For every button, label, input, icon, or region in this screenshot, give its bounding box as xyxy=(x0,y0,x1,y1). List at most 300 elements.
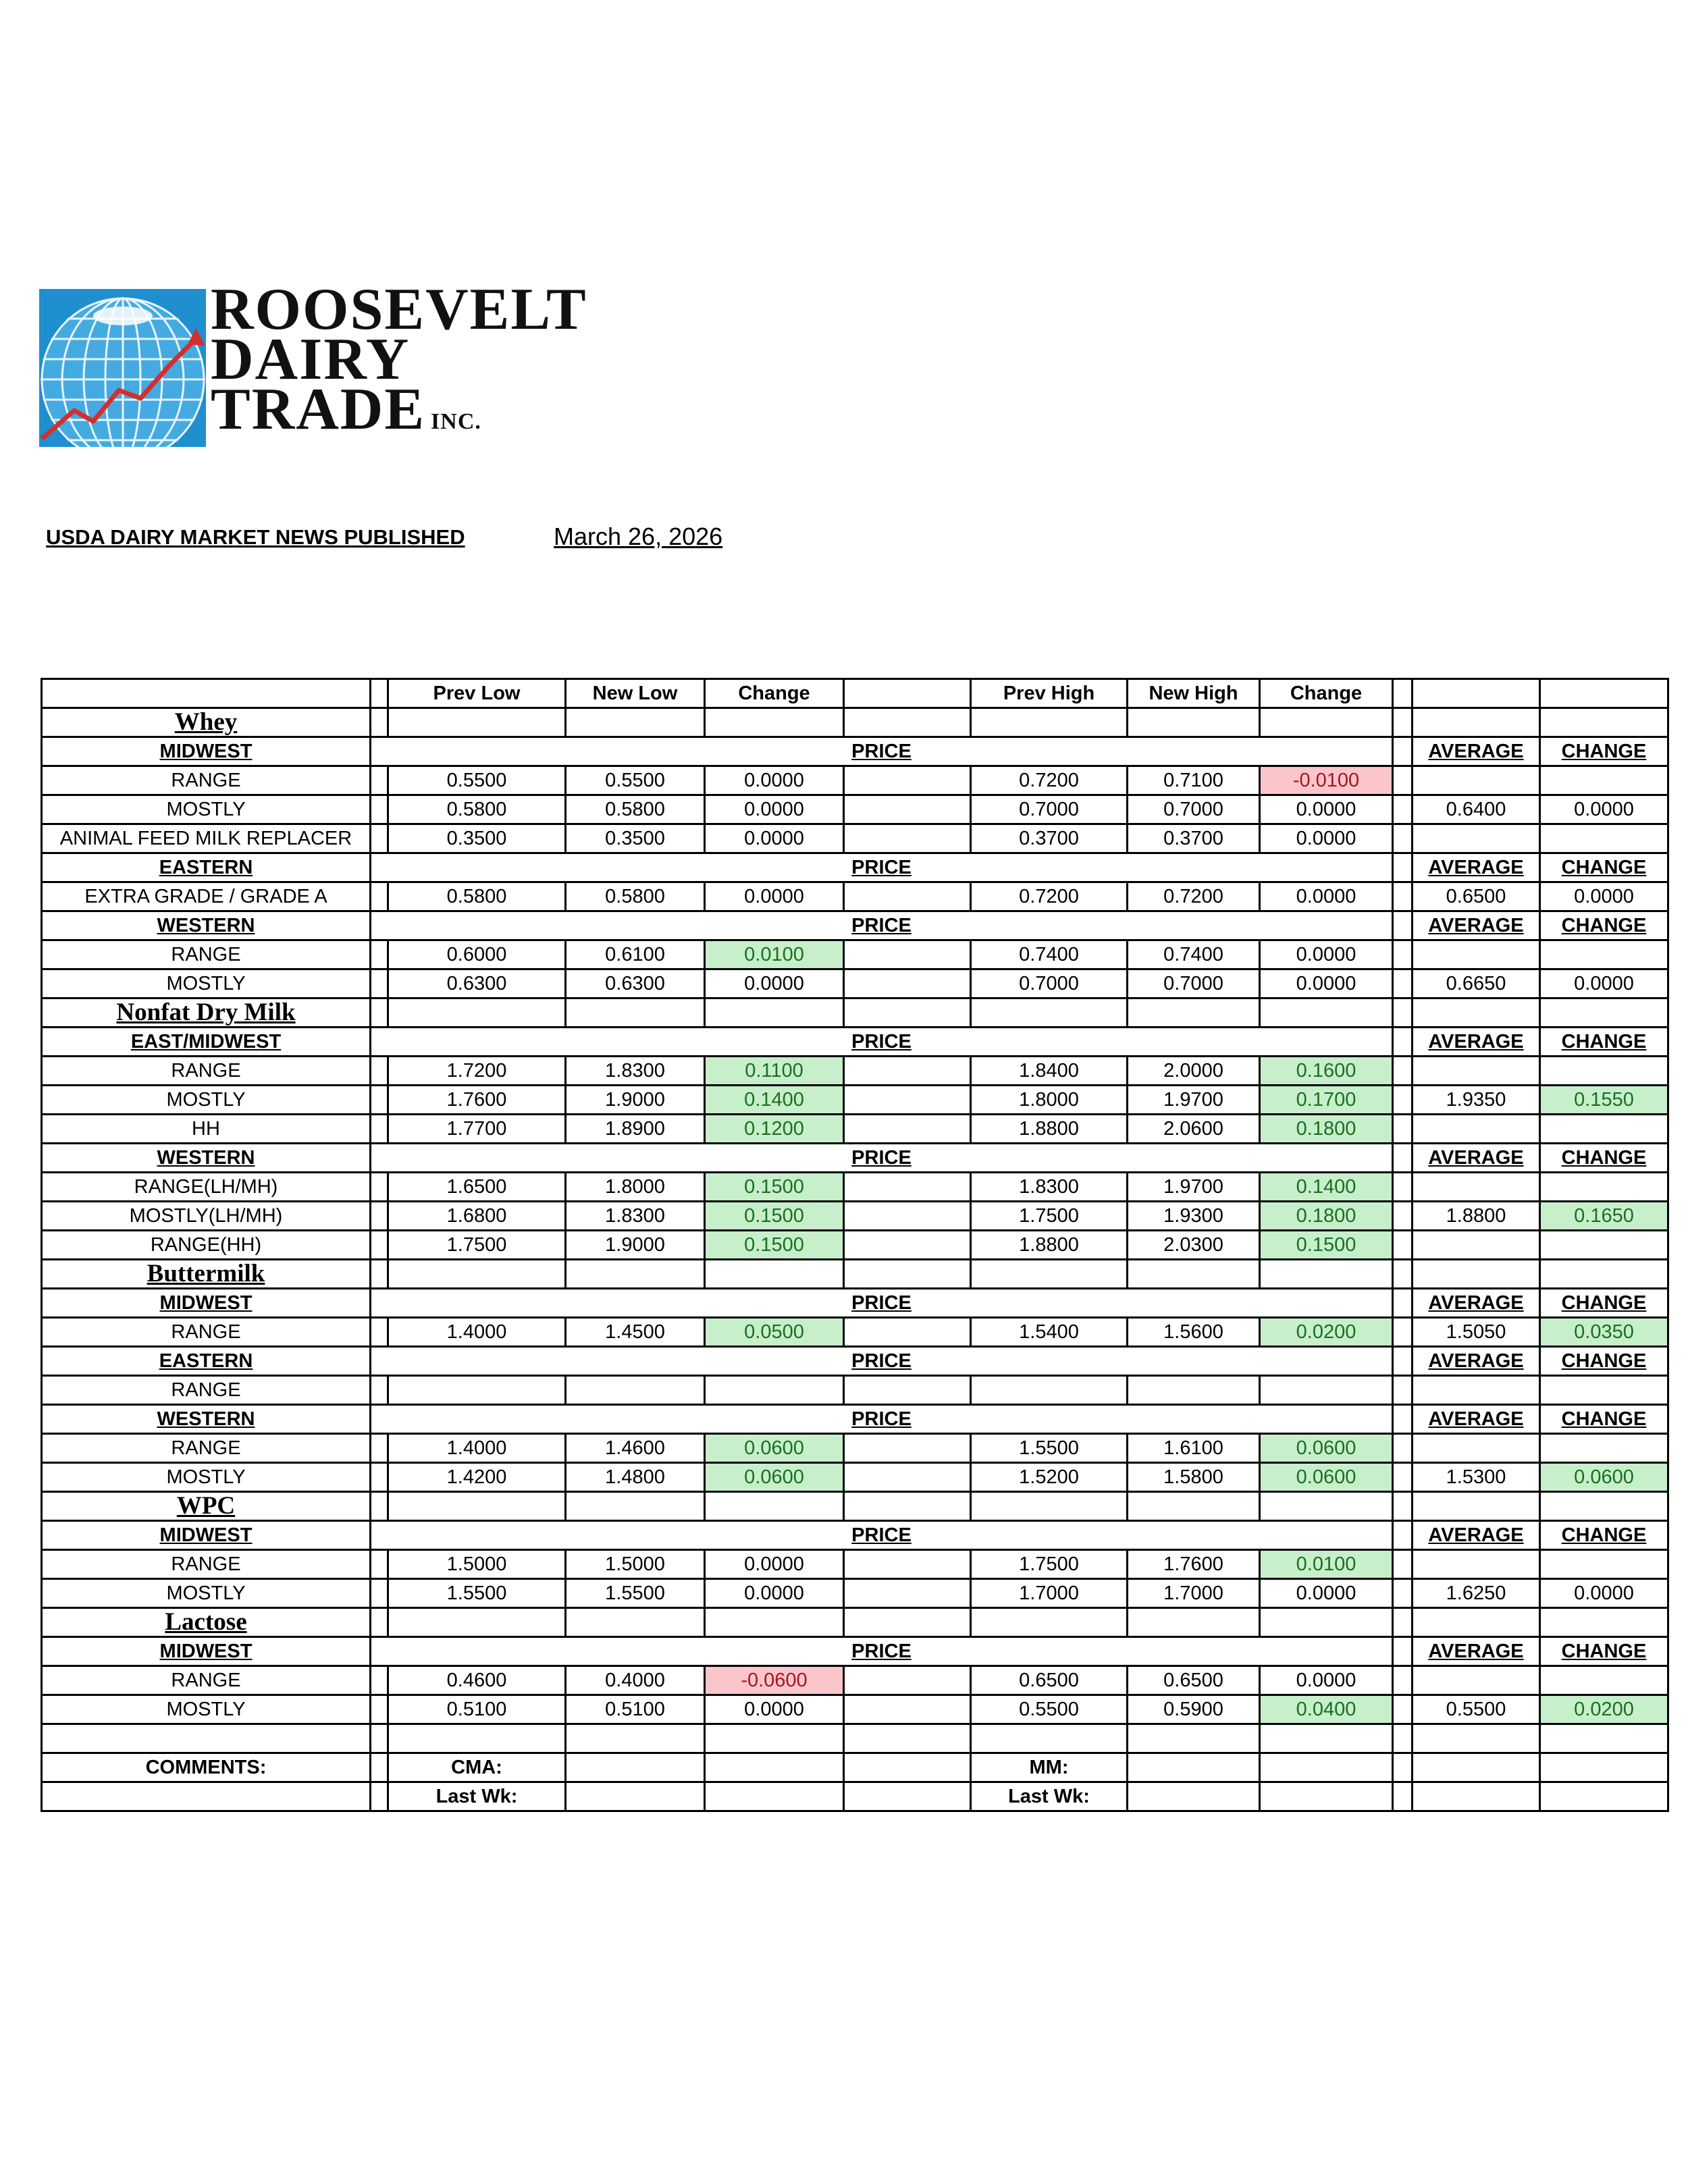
blank-cell xyxy=(371,1724,388,1753)
row-label: RANGE xyxy=(42,940,371,969)
blank-cell xyxy=(844,1086,971,1115)
prev-high-cell: 1.8300 xyxy=(971,1173,1128,1202)
average-change-cell xyxy=(1540,1550,1668,1579)
new-low-cell: 1.8000 xyxy=(566,1173,705,1202)
spacer-cell xyxy=(1393,1434,1413,1463)
average-change-cell: 0.0350 xyxy=(1540,1318,1668,1347)
blank-cell xyxy=(1260,1724,1393,1753)
new-high-cell xyxy=(1128,1376,1260,1405)
blank-cell xyxy=(42,1782,371,1811)
average-change-cell xyxy=(1540,1231,1668,1260)
col-new-high: New High xyxy=(1128,679,1260,708)
row-label: MOSTLY xyxy=(42,969,371,998)
region-name: EASTERN xyxy=(42,1347,371,1376)
new-low-cell: 0.3500 xyxy=(566,824,705,853)
blank-cell xyxy=(1540,1608,1668,1637)
blank-cell xyxy=(705,708,844,737)
change-high-cell: 0.1400 xyxy=(1260,1173,1393,1202)
blank-cell xyxy=(705,1782,844,1811)
row-label: RANGE xyxy=(42,1666,371,1695)
new-high-cell: 1.9700 xyxy=(1128,1086,1260,1115)
blank-cell xyxy=(705,1724,844,1753)
region-header-row xyxy=(42,1347,1668,1376)
average-change-cell xyxy=(1540,1115,1668,1144)
spacer-cell xyxy=(1393,1376,1413,1405)
average-heading: AVERAGE xyxy=(1413,1347,1540,1376)
change-low-cell: 0.1400 xyxy=(705,1086,844,1115)
new-low-cell: 1.4800 xyxy=(566,1463,705,1492)
region-name: EAST/MIDWEST xyxy=(42,1028,371,1057)
price-heading: PRICE xyxy=(371,1289,1393,1318)
row-label: MOSTLY xyxy=(42,1695,371,1724)
region-name: MIDWEST xyxy=(42,1521,371,1550)
report-date: March 26, 2026 xyxy=(554,523,723,550)
spacer-cell xyxy=(371,795,388,824)
logo-text-trade: TRADE INC. xyxy=(211,377,481,442)
change-low-cell: 0.1200 xyxy=(705,1115,844,1144)
blank-cell xyxy=(844,1057,971,1086)
blank-cell xyxy=(388,998,566,1028)
region-name: MIDWEST xyxy=(42,737,371,766)
data-row xyxy=(42,1057,1668,1086)
blank-cell xyxy=(705,1260,844,1289)
blank-cell xyxy=(705,1608,844,1637)
change-low-cell: 0.1100 xyxy=(705,1057,844,1086)
prev-high-cell: 1.8800 xyxy=(971,1115,1128,1144)
region-header-row xyxy=(42,853,1668,882)
change-high-cell: 0.0000 xyxy=(1260,795,1393,824)
average-cell xyxy=(1413,1434,1540,1463)
change-high-cell: 0.1500 xyxy=(1260,1231,1393,1260)
change-low-cell xyxy=(705,1376,844,1405)
blank-cell xyxy=(1260,998,1393,1028)
change-heading: CHANGE xyxy=(1540,1289,1668,1318)
blank-cell xyxy=(1413,998,1540,1028)
blank-cell xyxy=(705,1492,844,1521)
change-low-cell: 0.0000 xyxy=(705,824,844,853)
product-row xyxy=(42,998,1668,1028)
new-low-cell: 0.6100 xyxy=(566,940,705,969)
spacer-cell xyxy=(371,1579,388,1608)
spacer-cell xyxy=(371,1463,388,1492)
price-heading: PRICE xyxy=(371,737,1393,766)
blank-cell xyxy=(844,1173,971,1202)
spacer-cell xyxy=(1393,1028,1413,1057)
new-high-cell: 0.3700 xyxy=(1128,824,1260,853)
blank-cell xyxy=(1260,1608,1393,1637)
col-new-low: New Low xyxy=(566,679,705,708)
new-low-cell: 0.5500 xyxy=(566,766,705,795)
product-row xyxy=(42,1608,1668,1637)
average-change-cell: 0.1650 xyxy=(1540,1202,1668,1231)
blank-cell xyxy=(971,998,1128,1028)
new-high-cell: 1.5600 xyxy=(1128,1318,1260,1347)
spacer-cell xyxy=(1393,1202,1413,1231)
new-high-cell: 0.7000 xyxy=(1128,795,1260,824)
data-row xyxy=(42,824,1668,853)
change-heading: CHANGE xyxy=(1540,911,1668,940)
average-change-cell: 0.0000 xyxy=(1540,969,1668,998)
blank-cell xyxy=(844,1202,971,1231)
change-high-cell: 0.0600 xyxy=(1260,1463,1393,1492)
cma-last-week-label: Last Wk: xyxy=(388,1782,566,1811)
blank-cell xyxy=(844,882,971,911)
blank-cell xyxy=(844,1782,971,1811)
spacer-cell xyxy=(1393,940,1413,969)
prev-high-cell: 0.5500 xyxy=(971,1695,1128,1724)
prev-high-cell: 1.7500 xyxy=(971,1550,1128,1579)
spacer-cell xyxy=(1393,882,1413,911)
row-label: RANGE(LH/MH) xyxy=(42,1173,371,1202)
blank-cell xyxy=(1393,1608,1413,1637)
spacer-cell xyxy=(1393,1550,1413,1579)
column-header-row xyxy=(42,679,1668,708)
prev-high-cell: 1.8000 xyxy=(971,1086,1128,1115)
average-heading: AVERAGE xyxy=(1413,1637,1540,1666)
blank-cell xyxy=(844,1579,971,1608)
change-low-cell: 0.0000 xyxy=(705,1550,844,1579)
average-cell xyxy=(1413,766,1540,795)
change-low-cell: 0.0000 xyxy=(705,969,844,998)
spacer-cell xyxy=(371,1115,388,1144)
spacer-cell xyxy=(1393,795,1413,824)
blank-cell xyxy=(1260,1260,1393,1289)
change-low-cell: 0.0000 xyxy=(705,1579,844,1608)
blank-cell xyxy=(1128,1492,1260,1521)
price-heading: PRICE xyxy=(371,1028,1393,1057)
blank-cell xyxy=(1393,1724,1413,1753)
data-row xyxy=(42,1434,1668,1463)
data-row xyxy=(42,969,1668,998)
region-header-row xyxy=(42,1289,1668,1318)
prev-low-cell: 1.4000 xyxy=(388,1434,566,1463)
spacer-cell xyxy=(371,882,388,911)
spacer-cell xyxy=(371,824,388,853)
spacer-cell xyxy=(371,1376,388,1405)
blank-cell xyxy=(566,998,705,1028)
market-table-body xyxy=(42,679,1668,1811)
blank-cell xyxy=(1393,1492,1413,1521)
new-low-cell: 1.8300 xyxy=(566,1057,705,1086)
col-prev-high: Prev High xyxy=(971,679,1128,708)
spacer-cell xyxy=(1393,1318,1413,1347)
blank-cell xyxy=(844,940,971,969)
blank-cell xyxy=(566,708,705,737)
spacer-cell xyxy=(1393,766,1413,795)
blank-cell xyxy=(1128,998,1260,1028)
average-cell xyxy=(1413,1376,1540,1405)
blank-cell xyxy=(844,1753,971,1782)
change-heading: CHANGE xyxy=(1540,1521,1668,1550)
blank-cell xyxy=(1393,998,1413,1028)
average-change-cell xyxy=(1540,940,1668,969)
spacer-cell xyxy=(371,1782,388,1811)
new-low-cell: 0.5100 xyxy=(566,1695,705,1724)
blank-cell xyxy=(844,1724,971,1753)
average-cell: 1.6250 xyxy=(1413,1579,1540,1608)
data-row xyxy=(42,1115,1668,1144)
product-row xyxy=(42,1492,1668,1521)
spacer-cell xyxy=(1393,737,1413,766)
spacer-cell xyxy=(371,1173,388,1202)
row-label: RANGE(HH) xyxy=(42,1231,371,1260)
new-high-cell: 0.7100 xyxy=(1128,766,1260,795)
change-low-cell: 0.1500 xyxy=(705,1231,844,1260)
new-high-cell: 1.5800 xyxy=(1128,1463,1260,1492)
region-header-row xyxy=(42,1144,1668,1173)
average-change-cell xyxy=(1540,1057,1668,1086)
blank-cell xyxy=(1393,708,1413,737)
average-cell: 0.6650 xyxy=(1413,969,1540,998)
change-heading: CHANGE xyxy=(1540,737,1668,766)
new-high-cell: 1.9700 xyxy=(1128,1173,1260,1202)
prev-high-cell: 0.3700 xyxy=(971,824,1128,853)
prev-high-cell: 1.8800 xyxy=(971,1231,1128,1260)
spacer-cell xyxy=(1393,969,1413,998)
average-cell: 1.9350 xyxy=(1413,1086,1540,1115)
blank-cell xyxy=(844,1376,971,1405)
blank-cell xyxy=(566,1492,705,1521)
prev-low-cell: 1.7700 xyxy=(388,1115,566,1144)
blank-cell xyxy=(971,1492,1128,1521)
blank-cell xyxy=(1413,1724,1540,1753)
change-heading: CHANGE xyxy=(1540,1144,1668,1173)
row-label: RANGE xyxy=(42,1434,371,1463)
data-row xyxy=(42,1173,1668,1202)
data-row xyxy=(42,1318,1668,1347)
prev-high-cell: 0.7400 xyxy=(971,940,1128,969)
row-label: ANIMAL FEED MILK REPLACER xyxy=(42,824,371,853)
spacer-cell xyxy=(371,1086,388,1115)
blank-cell xyxy=(1413,1260,1540,1289)
change-high-cell: 0.1800 xyxy=(1260,1115,1393,1144)
new-high-cell: 2.0000 xyxy=(1128,1057,1260,1086)
new-low-cell: 1.4500 xyxy=(566,1318,705,1347)
spacer-cell xyxy=(1393,1086,1413,1115)
blank-cell xyxy=(971,1724,1128,1753)
change-low-cell: 0.0100 xyxy=(705,940,844,969)
region-header-row xyxy=(42,911,1668,940)
row-label: RANGE xyxy=(42,766,371,795)
row-label: EXTRA GRADE / GRADE A xyxy=(42,882,371,911)
change-high-cell: 0.0100 xyxy=(1260,1550,1393,1579)
cma-value xyxy=(566,1753,705,1782)
blank-row xyxy=(42,1724,1668,1753)
data-row xyxy=(42,1086,1668,1115)
blank-cell xyxy=(566,1724,705,1753)
change-high-cell: 0.0200 xyxy=(1260,1318,1393,1347)
new-low-cell: 1.9000 xyxy=(566,1086,705,1115)
product-name: Nonfat Dry Milk xyxy=(42,998,371,1028)
blank-cell xyxy=(844,969,971,998)
blank-cell xyxy=(1260,1753,1393,1782)
change-high-cell: 0.0000 xyxy=(1260,940,1393,969)
spacer-cell xyxy=(371,1231,388,1260)
product-row xyxy=(42,1260,1668,1289)
spacer-cell xyxy=(1393,1637,1413,1666)
data-row xyxy=(42,1579,1668,1608)
region-name: WESTERN xyxy=(42,1405,371,1434)
blank-cell xyxy=(844,1666,971,1695)
average-cell: 0.6400 xyxy=(1413,795,1540,824)
col-prev-low: Prev Low xyxy=(388,679,566,708)
average-change-cell xyxy=(1540,1376,1668,1405)
blank-cell xyxy=(1540,708,1668,737)
new-low-cell: 0.5800 xyxy=(566,882,705,911)
average-change-cell: 0.0000 xyxy=(1540,1579,1668,1608)
spacer-cell xyxy=(371,1753,388,1782)
new-low-cell: 1.5500 xyxy=(566,1579,705,1608)
average-change-cell xyxy=(1540,766,1668,795)
logo-text-inc: INC. xyxy=(431,409,481,434)
spacer-cell xyxy=(1393,1173,1413,1202)
spacer-cell xyxy=(1393,1666,1413,1695)
prev-high-cell: 1.5400 xyxy=(971,1318,1128,1347)
blank-cell xyxy=(42,679,371,708)
price-heading: PRICE xyxy=(371,911,1393,940)
prev-high-cell: 0.7200 xyxy=(971,882,1128,911)
product-name: Buttermilk xyxy=(42,1260,371,1289)
average-cell xyxy=(1413,1115,1540,1144)
row-label: MOSTLY xyxy=(42,1463,371,1492)
average-cell: 1.8800 xyxy=(1413,1202,1540,1231)
cma-last-week-value xyxy=(566,1782,705,1811)
average-change-cell xyxy=(1540,1173,1668,1202)
average-heading: AVERAGE xyxy=(1413,1028,1540,1057)
price-heading: PRICE xyxy=(371,1521,1393,1550)
prev-low-cell: 0.4600 xyxy=(388,1666,566,1695)
spacer-cell xyxy=(371,1202,388,1231)
prev-low-cell: 1.6800 xyxy=(388,1202,566,1231)
prev-low-cell: 0.3500 xyxy=(388,824,566,853)
blank-cell xyxy=(1413,679,1540,708)
prev-low-cell: 0.5800 xyxy=(388,795,566,824)
blank-cell xyxy=(844,708,971,737)
spacer-cell xyxy=(1393,1347,1413,1376)
change-high-cell: 0.0000 xyxy=(1260,1666,1393,1695)
spacer-cell xyxy=(1393,1521,1413,1550)
change-heading: CHANGE xyxy=(1540,1637,1668,1666)
change-heading: CHANGE xyxy=(1540,1347,1668,1376)
average-cell xyxy=(1413,940,1540,969)
prev-low-cell: 1.7600 xyxy=(388,1086,566,1115)
blank-cell xyxy=(1260,708,1393,737)
change-high-cell: 0.0000 xyxy=(1260,882,1393,911)
new-low-cell: 0.5800 xyxy=(566,795,705,824)
average-heading: AVERAGE xyxy=(1413,1289,1540,1318)
blank-cell xyxy=(371,708,388,737)
blank-cell xyxy=(844,1115,971,1144)
data-row xyxy=(42,1231,1668,1260)
new-high-cell: 0.7000 xyxy=(1128,969,1260,998)
blank-cell xyxy=(1393,1260,1413,1289)
change-low-cell: 0.0000 xyxy=(705,795,844,824)
mm-last-week-value xyxy=(1128,1782,1260,1811)
blank-cell xyxy=(844,998,971,1028)
data-row xyxy=(42,1376,1668,1405)
blank-cell xyxy=(1260,1782,1393,1811)
prev-high-cell: 0.7000 xyxy=(971,969,1128,998)
row-label: MOSTLY xyxy=(42,1579,371,1608)
new-low-cell: 0.4000 xyxy=(566,1666,705,1695)
blank-cell xyxy=(1540,679,1668,708)
blank-cell xyxy=(844,679,971,708)
blank-cell xyxy=(371,1260,388,1289)
average-cell xyxy=(1413,1057,1540,1086)
data-row xyxy=(42,940,1668,969)
new-high-cell: 0.6500 xyxy=(1128,1666,1260,1695)
data-row xyxy=(42,882,1668,911)
blank-cell xyxy=(371,1492,388,1521)
region-name: WESTERN xyxy=(42,1144,371,1173)
last-week-row xyxy=(42,1782,1668,1811)
price-heading: PRICE xyxy=(371,853,1393,882)
prev-high-cell: 0.7200 xyxy=(971,766,1128,795)
average-change-cell xyxy=(1540,824,1668,853)
blank-cell xyxy=(1413,708,1540,737)
prev-high-cell: 1.7000 xyxy=(971,1579,1128,1608)
prev-low-cell: 1.7500 xyxy=(388,1231,566,1260)
region-header-row xyxy=(42,1637,1668,1666)
new-low-cell: 1.5000 xyxy=(566,1550,705,1579)
price-heading: PRICE xyxy=(371,1347,1393,1376)
spacer-cell xyxy=(371,679,388,708)
product-name: WPC xyxy=(42,1492,371,1521)
blank-cell xyxy=(1540,1782,1668,1811)
new-high-cell: 2.0300 xyxy=(1128,1231,1260,1260)
blank-cell xyxy=(566,1260,705,1289)
blank-cell xyxy=(1540,1492,1668,1521)
change-high-cell: 0.1700 xyxy=(1260,1086,1393,1115)
blank-cell xyxy=(1413,1753,1540,1782)
mm-label: MM: xyxy=(971,1753,1128,1782)
average-change-cell: 0.0000 xyxy=(1540,795,1668,824)
prev-high-cell: 0.6500 xyxy=(971,1666,1128,1695)
average-cell: 1.5300 xyxy=(1413,1463,1540,1492)
average-cell xyxy=(1413,1173,1540,1202)
blank-cell xyxy=(844,1434,971,1463)
spacer-cell xyxy=(1393,1405,1413,1434)
blank-cell xyxy=(844,1695,971,1724)
region-name: WESTERN xyxy=(42,911,371,940)
market-price-table xyxy=(41,678,1669,1812)
average-change-cell: 0.0000 xyxy=(1540,882,1668,911)
row-label: MOSTLY xyxy=(42,1086,371,1115)
blank-cell xyxy=(371,1608,388,1637)
spacer-cell xyxy=(1393,1289,1413,1318)
change-low-cell: -0.0600 xyxy=(705,1666,844,1695)
blank-cell xyxy=(1128,1260,1260,1289)
average-cell xyxy=(1413,1666,1540,1695)
average-heading: AVERAGE xyxy=(1413,911,1540,940)
change-high-cell: 0.1800 xyxy=(1260,1202,1393,1231)
average-heading: AVERAGE xyxy=(1413,1144,1540,1173)
change-low-cell: 0.0600 xyxy=(705,1463,844,1492)
blank-cell xyxy=(844,795,971,824)
prev-low-cell: 0.5500 xyxy=(388,766,566,795)
new-low-cell: 0.6300 xyxy=(566,969,705,998)
blank-cell xyxy=(1540,1260,1668,1289)
comments-label: COMMENTS: xyxy=(42,1753,371,1782)
mm-last-week-label: Last Wk: xyxy=(971,1782,1128,1811)
spacer-cell xyxy=(1393,911,1413,940)
data-row xyxy=(42,1666,1668,1695)
change-low-cell: 0.0000 xyxy=(705,882,844,911)
globe-chart-icon xyxy=(39,289,206,447)
change-high-cell: 0.0000 xyxy=(1260,824,1393,853)
new-low-cell: 1.8300 xyxy=(566,1202,705,1231)
prev-low-cell: 1.5500 xyxy=(388,1579,566,1608)
